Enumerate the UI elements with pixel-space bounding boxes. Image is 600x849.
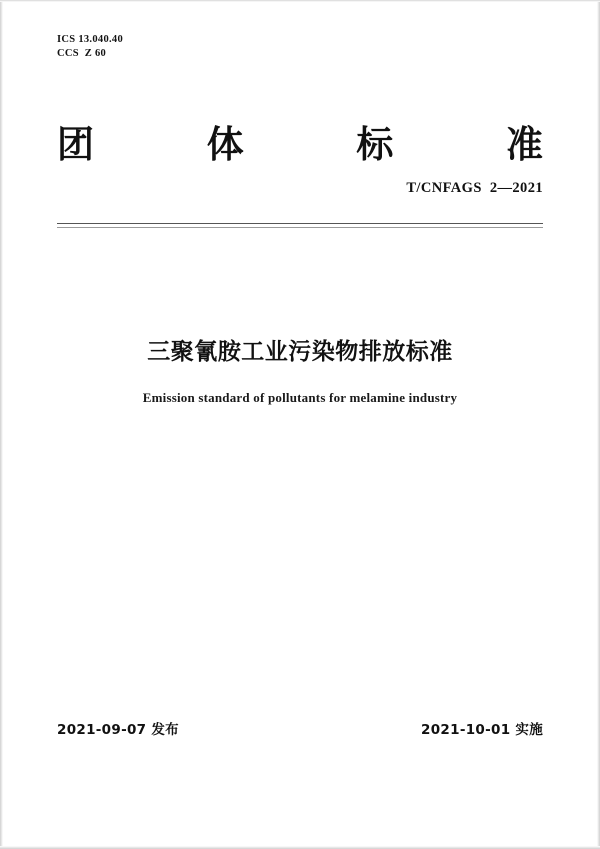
document-title-chinese: 三聚氰胺工业污染物排放标准 xyxy=(147,339,453,365)
page-title-char-4: 准 xyxy=(505,123,543,166)
effective-date: 2021-10-01 实施 xyxy=(421,722,543,738)
header-divider-thick xyxy=(57,223,543,224)
page-edge-left xyxy=(0,0,3,849)
page-edge-top xyxy=(0,0,600,2)
standard-number: T/CNFAGS 2—2021 xyxy=(406,180,543,196)
ics-classification-block xyxy=(57,33,123,61)
page-title xyxy=(57,114,543,168)
page-title-char-2: 体 xyxy=(206,123,244,166)
header-divider-thin xyxy=(57,227,543,228)
cover-footer xyxy=(57,718,543,738)
document-title-english: Emission standard of pollutants for melamine industry xyxy=(142,390,458,405)
page-title-char-1: 团 xyxy=(57,123,94,166)
issue-date: 2021-09-07 发布 xyxy=(57,722,179,738)
page-title-char-3: 标 xyxy=(356,123,394,166)
ccs-code: CCS Z 60 xyxy=(57,48,107,60)
ics-code: ICS 13.040.40 xyxy=(57,34,124,45)
